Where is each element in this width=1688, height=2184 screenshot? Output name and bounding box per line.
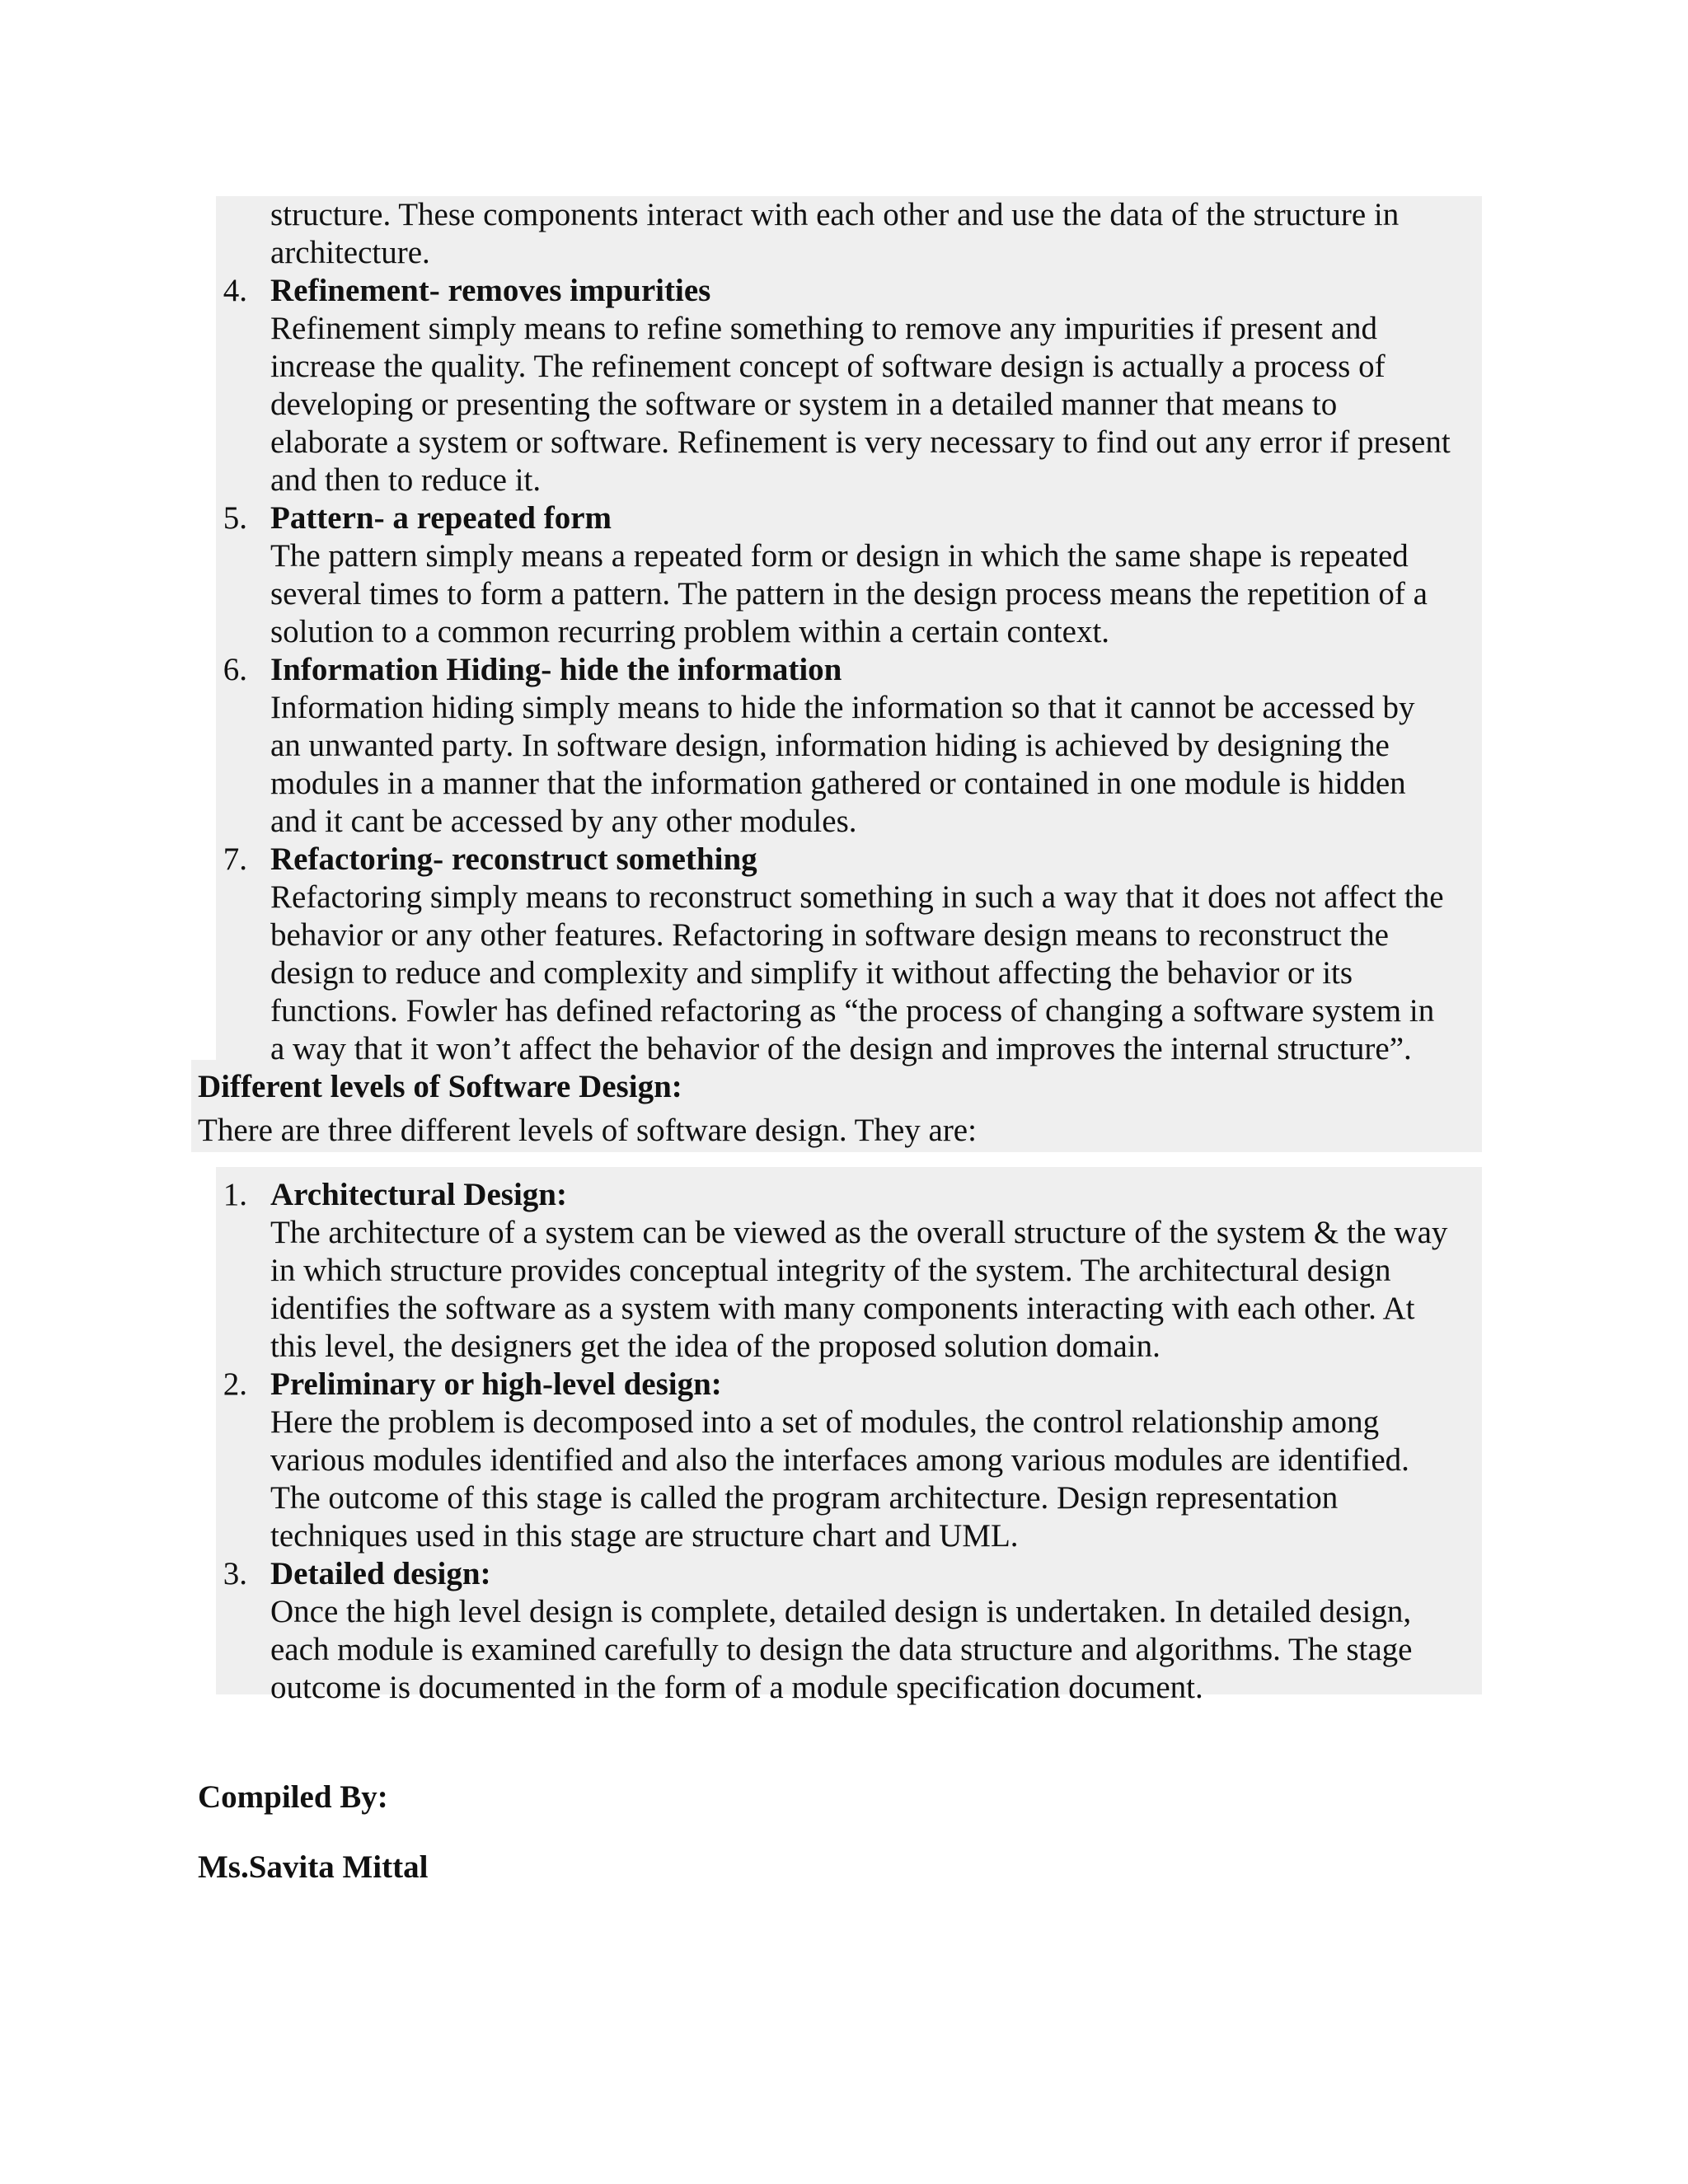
list-item-text: Information hiding simply means to hide the information so that it cannot be accessed by	[270, 690, 1415, 725]
list-item-text: modules in a manner that the information gathered or contained in one module is hidden	[270, 766, 1406, 801]
list-item-text: a way that it won’t affect the behavior of the design and improves the internal structure”.	[270, 1031, 1412, 1066]
list-item-text: and it cant be accessed by any other modules.	[270, 804, 857, 839]
list-item-text: techniques used in this stage are structure chart and UML.	[270, 1518, 1019, 1554]
list-item-title: Preliminary or high-level design:	[270, 1366, 722, 1402]
list-item-number: 2.	[223, 1366, 247, 1402]
list-item-number: 7.	[223, 841, 247, 877]
list-item-text: various modules identified and also the interfaces among various modules are identified.	[270, 1442, 1409, 1478]
compiled-by-label: Compiled By:	[198, 1779, 388, 1815]
list-item-text: behavior or any other features. Refactoring in software design means to reconstruct the	[270, 917, 1389, 953]
list-item-title: Refinement- removes impurities	[270, 273, 711, 308]
list-item-text: developing or presenting the software or system in a detailed manner that means to	[270, 387, 1338, 422]
list-item-number: 4.	[223, 273, 247, 308]
list-item-title: Information Hiding- hide the information	[270, 652, 842, 687]
list-item-text: identifies the software as a system with many components interacting with each other. At	[270, 1291, 1415, 1326]
list-item-text: functions. Fowler has defined refactoring as “the process of changing a software system in	[270, 993, 1435, 1029]
section-heading: Different levels of Software Design:	[198, 1069, 682, 1104]
list-item-number: 1.	[223, 1177, 247, 1212]
list-item-text: Here the problem is decomposed into a set of modules, the control relationship among	[270, 1404, 1380, 1440]
list-item-text: increase the quality. The refinement concept of software design is actually a process of	[270, 349, 1386, 384]
list-item-text: The pattern simply means a repeated form or design in which the same shape is repeated	[270, 538, 1409, 574]
list-item-text: each module is examined carefully to design the data structure and algorithms. The stage	[270, 1632, 1413, 1667]
list-item-text: several times to form a pattern. The pattern in the design process means the repetition of a	[270, 576, 1428, 612]
list-item-text: Refinement simply means to refine something to remove any impurities if present and	[270, 311, 1378, 346]
list-item-text: this level, the designers get the idea of the proposed solution domain.	[270, 1329, 1160, 1364]
list-item-title: Detailed design:	[270, 1556, 491, 1591]
list-item-text: an unwanted party. In software design, information hiding is achieved by designing the	[270, 728, 1390, 763]
list-item-number: 6.	[223, 652, 247, 687]
section-intro: There are three different levels of software design. They are:	[198, 1113, 977, 1148]
author-name: Ms.Savita Mittal	[198, 1849, 429, 1885]
list-item-number: 5.	[223, 500, 247, 536]
list-item-text: solution to a common recurring problem within a certain context.	[270, 614, 1110, 649]
list-item-text: elaborate a system or software. Refinement is very necessary to find out any error if present	[270, 424, 1451, 460]
list-item-text: in which structure provides conceptual integrity of the system. The architectural design	[270, 1253, 1391, 1288]
list-item-text: The outcome of this stage is called the program architecture. Design representation	[270, 1480, 1339, 1516]
list-item-text: outcome is documented in the form of a module specification document.	[270, 1670, 1203, 1705]
list-item-text: design to reduce and complexity and simplify it without affecting the behavior or its	[270, 955, 1353, 991]
list-item-text: The architecture of a system can be viewed as the overall structure of the system & the way	[270, 1215, 1448, 1250]
list-item-text: and then to reduce it.	[270, 462, 542, 498]
list-item-title: Architectural Design:	[270, 1177, 567, 1212]
continuation-line: structure. These components interact with each other and use the data of the structure in	[270, 197, 1400, 232]
list-item-text: Refactoring simply means to reconstruct something in such a way that it does not affect the	[270, 879, 1444, 915]
list-item-text: Once the high level design is complete, detailed design is undertaken. In detailed design,	[270, 1594, 1412, 1629]
continuation-line: architecture.	[270, 235, 430, 270]
list-item-title: Refactoring- reconstruct something	[270, 841, 757, 877]
list-item-number: 3.	[223, 1556, 247, 1591]
list-item-title: Pattern- a repeated form	[270, 500, 612, 536]
